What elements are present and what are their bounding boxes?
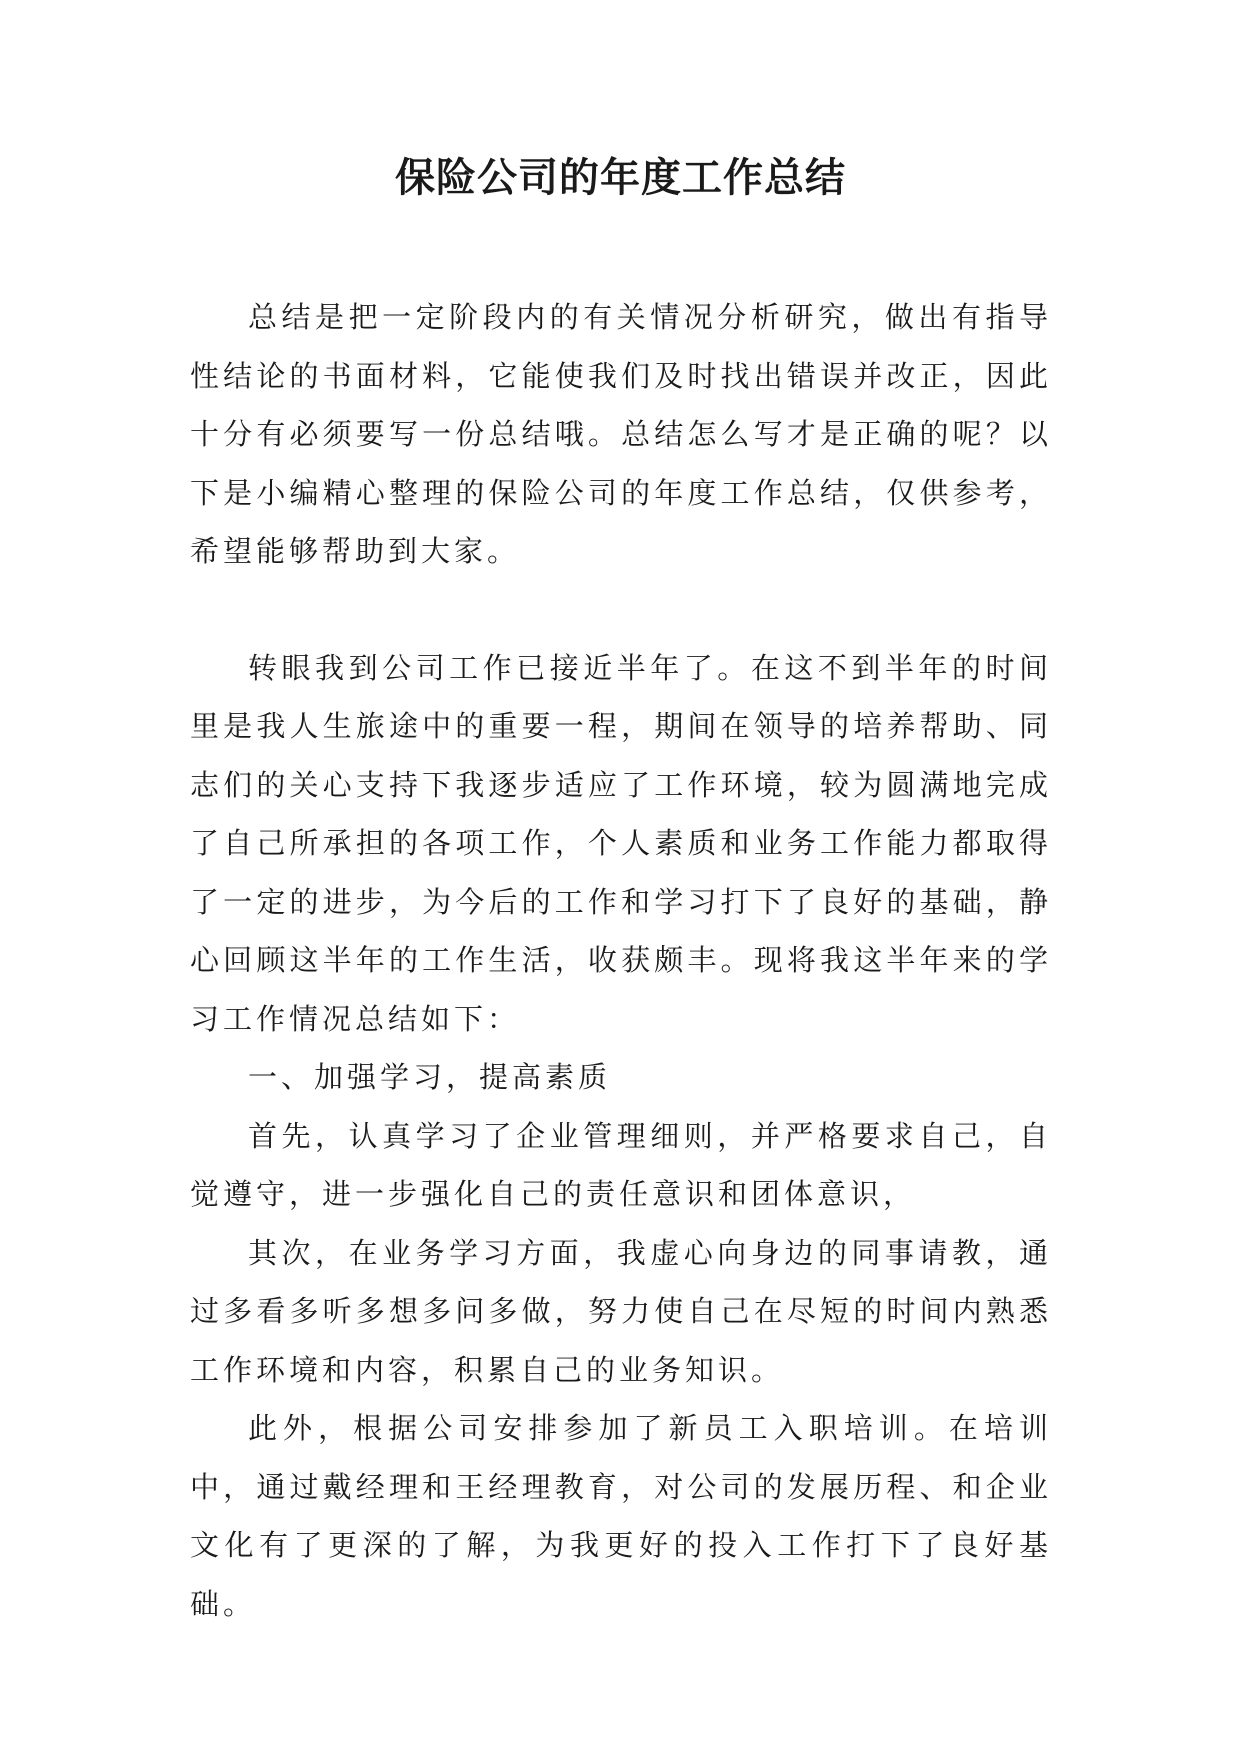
paragraph-overview: 转眼我到公司工作已接近半年了。在这不到半年的时间里是我人生旅途中的重要一程，期间在领导的培养帮助、同志们的关心支持下我逐步适应了工作环境，较为圆满地完成了自己所承担的各项工作，个人素质和业务工作能力都取得了一定的进步，为今后的工作和学习打下了良好的基础，静心回顾这半年的工作生活，收获颇丰。现将我这半年来的学习工作情况总结如下： bbox=[190, 650, 1052, 1036]
section-heading: 一、加强学习，提高素质 bbox=[248, 1060, 612, 1094]
paragraph-third: 此外，根据公司安排参加了新员工入职培训。在培训中，通过戴经理和王经理教育，对公司的发展历程、和企业文化有了更深的了解，为我更好的投入工作打下了良好基础。 bbox=[190, 1411, 1052, 1621]
paragraph-first: 首先，认真学习了企业管理细则，并严格要求自己，自觉遵守，进一步强化自己的责任意识和团体意识， bbox=[190, 1118, 1052, 1211]
document-body bbox=[190, 288, 1052, 1633]
document-title: 保险公司的年度工作总结 bbox=[395, 155, 846, 201]
paragraph-intro: 总结是把一定阶段内的有关情况分析研究，做出有指导性结论的书面材料，它能使我们及时找出错误并改正，因此十分有必须要写一份总结哦。总结怎么写才是正确的呢？以下是小编精心整理的保险公司的年度工作总结，仅供参考，希望能够帮助到大家。 bbox=[190, 300, 1052, 568]
paragraph-second: 其次，在业务学习方面，我虚心向身边的同事请教，通过多看多听多想多问多做，努力使自己在尽短的时间内熟悉工作环境和内容，积累自己的业务知识。 bbox=[190, 1235, 1052, 1387]
